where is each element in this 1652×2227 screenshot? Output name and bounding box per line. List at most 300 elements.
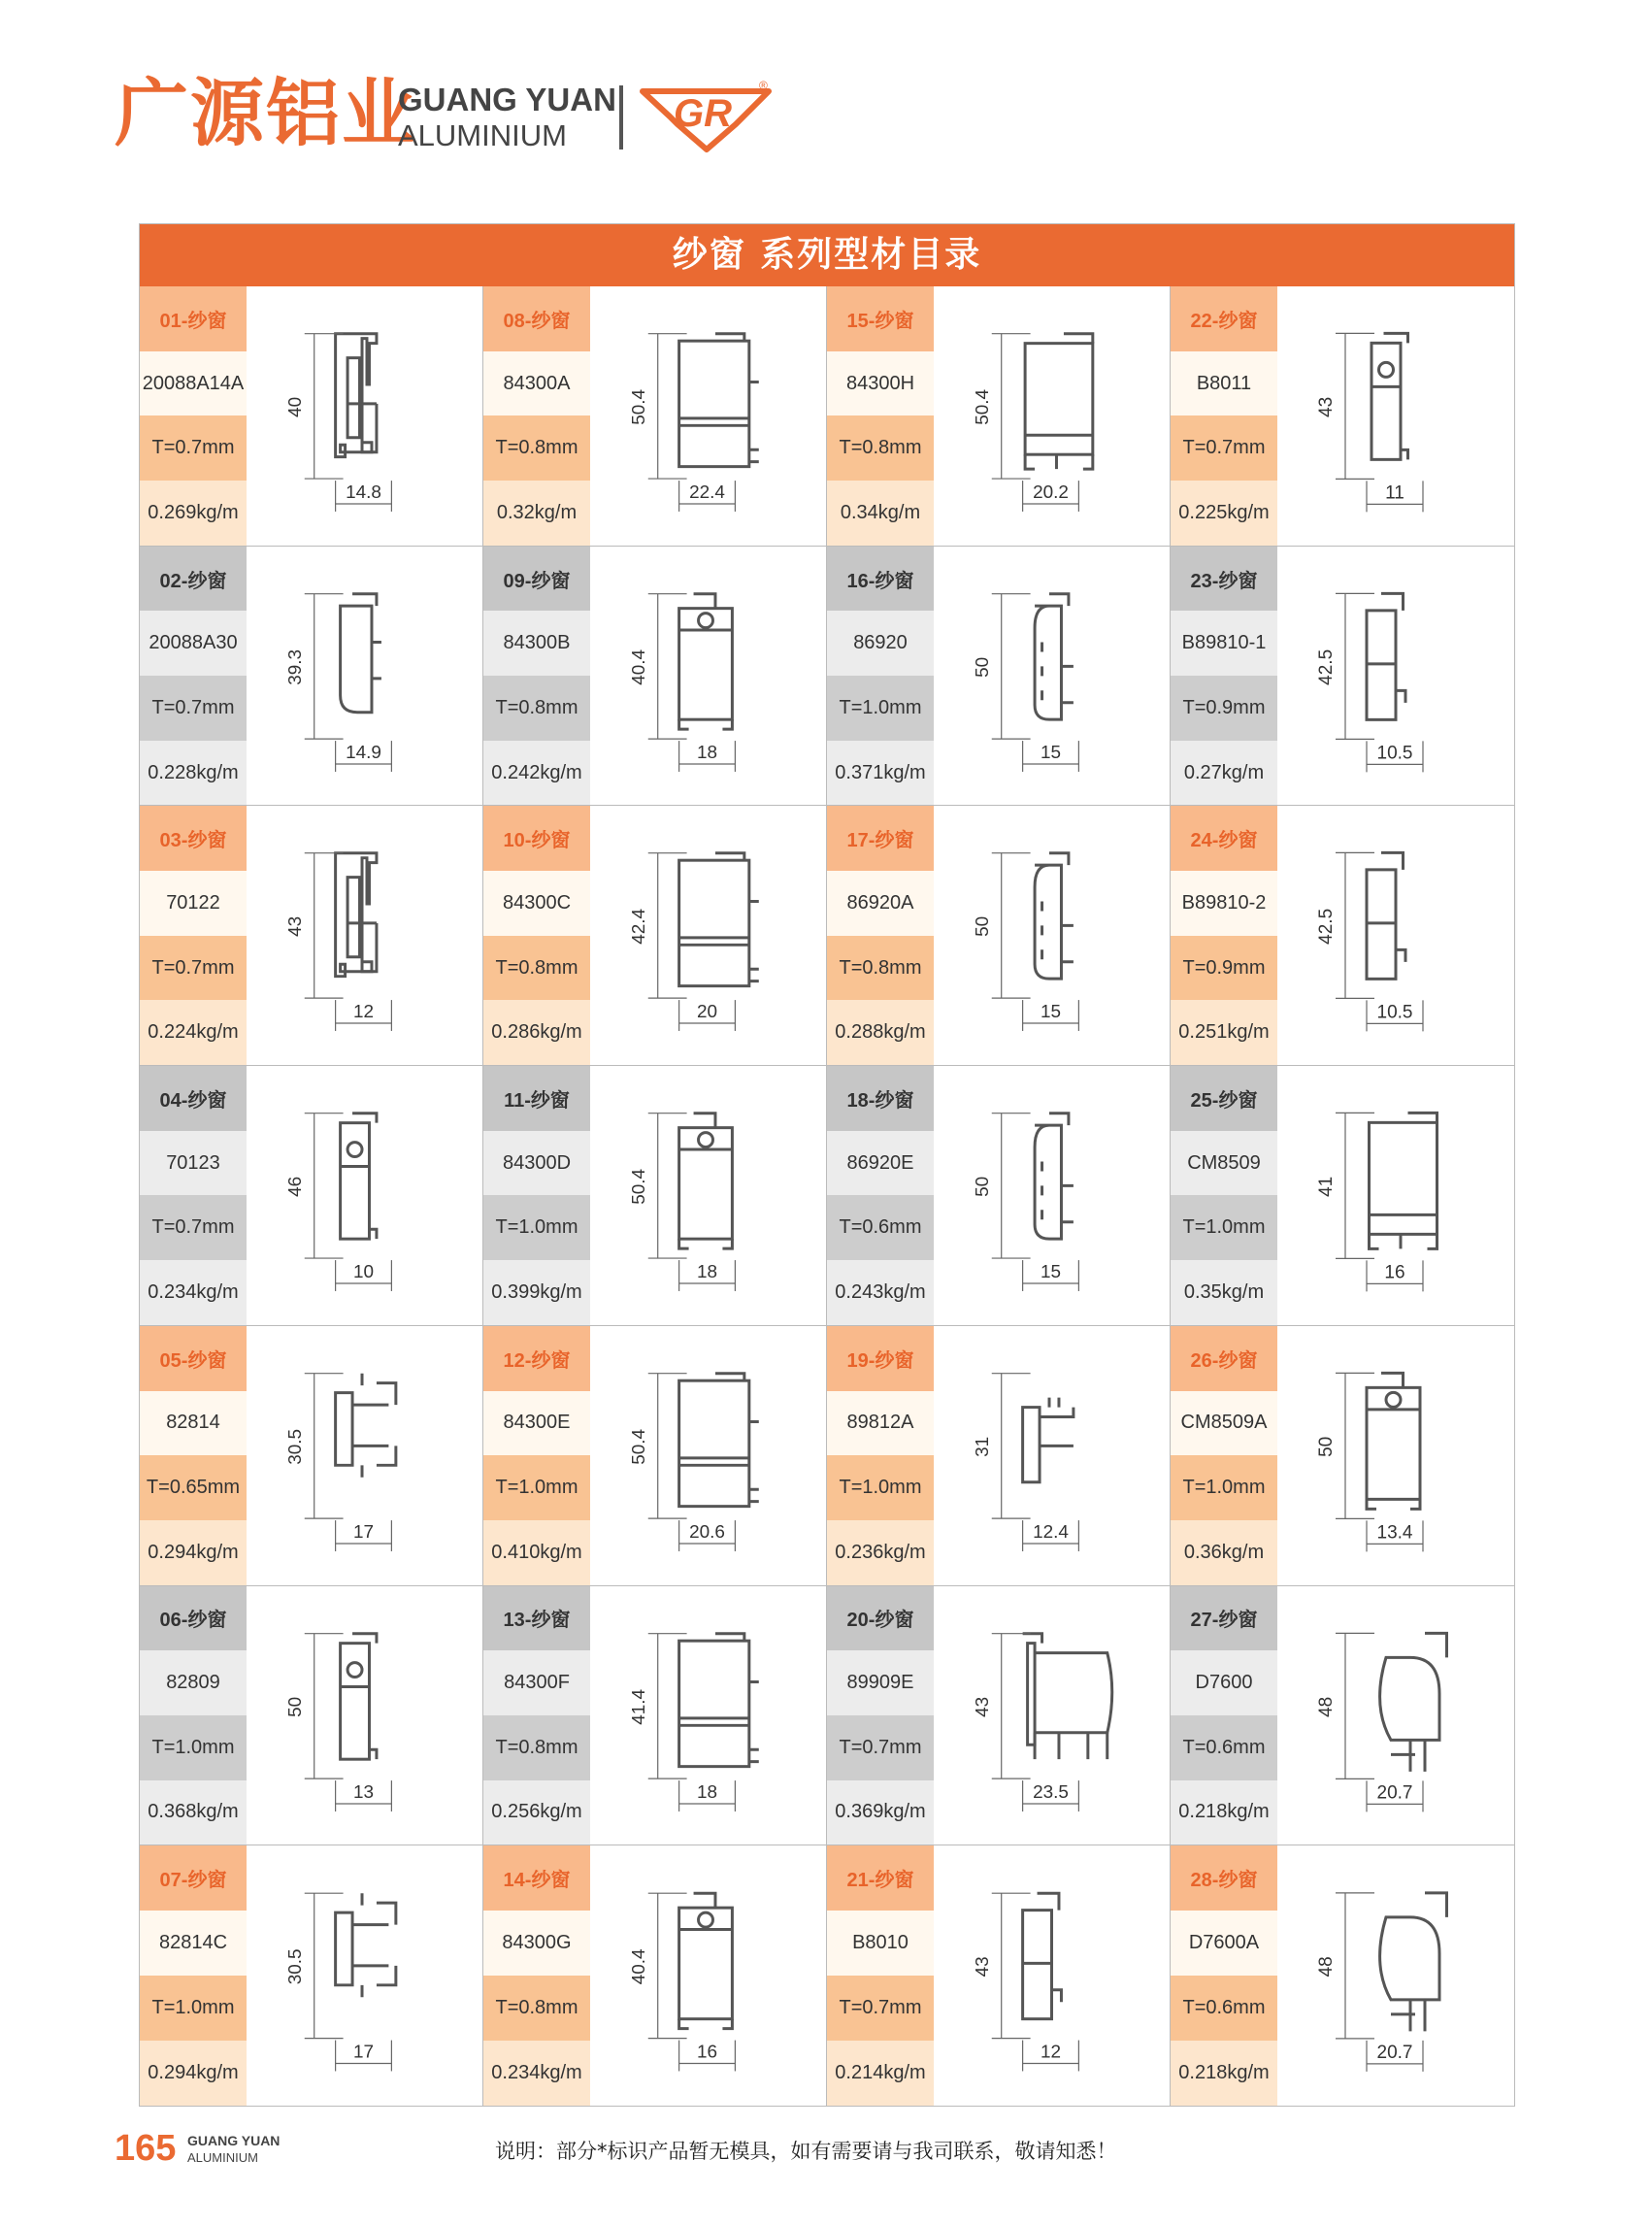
profile-shape: [679, 853, 759, 986]
profile-model: 82809: [140, 1650, 247, 1715]
profile-info: [827, 547, 934, 806]
profile-shape: [1380, 1893, 1447, 2032]
catalog-cell: [1171, 1845, 1514, 2106]
width-dimension: 15: [1040, 742, 1062, 763]
profile-number: 21-纱窗: [827, 1845, 934, 1911]
profile-thickness: T=0.8mm: [827, 936, 934, 1001]
height-dimension: 40.4: [628, 648, 649, 685]
profile-info: [483, 1845, 590, 2106]
profile-thickness: T=0.8mm: [483, 1976, 590, 2041]
catalog-cell: [140, 1066, 483, 1326]
profile-thickness: T=0.7mm: [140, 1195, 247, 1260]
height-dimension: 50: [284, 1696, 306, 1717]
profile-model: 84300F: [483, 1650, 590, 1715]
profile-thickness: T=1.0mm: [827, 676, 934, 741]
profile-shape: [679, 1374, 759, 1507]
dimension-lines: [1336, 1113, 1423, 1291]
profile-weight: 0.399kg/m: [483, 1260, 590, 1325]
height-dimension: 40: [284, 396, 306, 417]
profile-shape: [1023, 1893, 1062, 2018]
profile-drawing: [1277, 1326, 1514, 1585]
profile-drawing: [934, 547, 1170, 806]
height-dimension: 41: [1316, 1176, 1337, 1198]
profile-thickness: T=0.7mm: [827, 1976, 934, 2041]
dimension-lines: [305, 1374, 392, 1551]
profile-shape: [1023, 1397, 1074, 1481]
profile-info: [827, 1066, 934, 1325]
profile-weight: 0.371kg/m: [827, 741, 934, 806]
profile-number: 07-纱窗: [140, 1845, 247, 1911]
svg-text:GR: GR: [674, 92, 732, 135]
width-dimension: 20.2: [1033, 482, 1069, 504]
profile-number: 14-纱窗: [483, 1845, 590, 1911]
profile-weight: 0.35kg/m: [1171, 1260, 1277, 1325]
width-dimension: 18: [696, 1781, 718, 1803]
width-dimension: 12: [352, 1002, 375, 1023]
profile-weight: 0.225kg/m: [1171, 481, 1277, 546]
catalog-cell: [483, 1326, 827, 1586]
catalog-cell: [483, 1845, 827, 2106]
profile-info: [483, 286, 590, 546]
height-dimension: 42.5: [1316, 909, 1337, 946]
catalog-cell: [140, 806, 483, 1066]
profile-number: 03-纱窗: [140, 806, 247, 871]
profile-number: 26-纱窗: [1171, 1326, 1277, 1391]
profile-info: [140, 547, 247, 806]
profile-info: [1171, 806, 1277, 1065]
profile-number: 22-纱窗: [1171, 286, 1277, 351]
profile-number: 28-纱窗: [1171, 1845, 1277, 1911]
profile-drawing: [934, 806, 1170, 1065]
profile-thickness: T=1.0mm: [827, 1455, 934, 1520]
height-dimension: 41.4: [628, 1688, 649, 1725]
gr-logo-icon: [639, 74, 775, 161]
height-dimension: 50.4: [628, 1428, 649, 1465]
profile-shape: [341, 1114, 377, 1239]
profile-shape: [1035, 853, 1074, 979]
profile-weight: 0.214kg/m: [827, 2041, 934, 2106]
width-dimension: 18: [696, 1262, 718, 1283]
profile-info: [140, 1066, 247, 1325]
profile-model: 89909E: [827, 1650, 934, 1715]
dimension-lines: [648, 1114, 736, 1291]
height-dimension: 43: [972, 1696, 993, 1717]
footer-note: 说明：部分*标识产品暂无模具，如有需要请与我司联系，敬请知悉！: [495, 2140, 1117, 2163]
profile-thickness: T=1.0mm: [140, 1976, 247, 2041]
profile-shape: [679, 1893, 733, 2028]
profile-model: 84300E: [483, 1391, 590, 1456]
profile-number: 10-纱窗: [483, 806, 590, 871]
profile-thickness: T=0.8mm: [827, 415, 934, 481]
catalog-cell: [140, 1845, 483, 2106]
profile-number: 27-纱窗: [1171, 1586, 1277, 1651]
height-dimension: 31: [972, 1436, 993, 1457]
brand-name-cn: 广源铝业: [115, 70, 417, 156]
height-dimension: 48: [1316, 1956, 1337, 1978]
height-dimension: 42.5: [1316, 648, 1337, 685]
catalog-cell: [140, 1586, 483, 1846]
profile-info: [1171, 1845, 1277, 2106]
profile-drawing: [590, 547, 826, 806]
profile-model: 82814: [140, 1391, 247, 1456]
profile-number: 11-纱窗: [483, 1066, 590, 1131]
profile-info: [1171, 1326, 1277, 1585]
catalog-grid: [140, 286, 1514, 2106]
profile-model: 70123: [140, 1131, 247, 1196]
catalog-cell: [140, 547, 483, 807]
height-dimension: 43: [284, 916, 306, 938]
profile-info: [827, 806, 934, 1065]
profile-number: 01-纱窗: [140, 286, 247, 351]
profile-number: 23-纱窗: [1171, 547, 1277, 612]
width-dimension: 11: [1385, 482, 1404, 504]
profile-model: B89810-2: [1171, 871, 1277, 936]
profile-drawing: [934, 1066, 1170, 1325]
width-dimension: 14.9: [346, 742, 381, 763]
profile-drawing: [1277, 286, 1514, 546]
profile-number: 09-纱窗: [483, 547, 590, 612]
catalog-cell: [483, 547, 827, 807]
profile-model: 20088A30: [140, 611, 247, 676]
profile-weight: 0.256kg/m: [483, 1780, 590, 1845]
profile-weight: 0.251kg/m: [1171, 1000, 1277, 1065]
profile-drawing: [934, 1845, 1170, 2106]
profile-weight: 0.224kg/m: [140, 1000, 247, 1065]
catalog-cell: [140, 1326, 483, 1586]
profile-model: 70122: [140, 871, 247, 936]
catalog-table: [139, 223, 1515, 2107]
profile-drawing: [1277, 1066, 1514, 1325]
profile-number: 08-纱窗: [483, 286, 590, 351]
profile-number: 25-纱窗: [1171, 1066, 1277, 1131]
profile-info: [140, 1586, 247, 1845]
width-dimension: 20.6: [689, 1521, 725, 1543]
profile-model: 82814C: [140, 1911, 247, 1976]
profile-number: 13-纱窗: [483, 1586, 590, 1651]
profile-model: 84300B: [483, 611, 590, 676]
width-dimension: 17: [352, 2042, 375, 2063]
dimension-lines: [992, 1893, 1079, 2071]
profile-drawing: [247, 286, 482, 546]
catalog-cell: [1171, 1586, 1514, 1846]
profile-drawing: [934, 1586, 1170, 1845]
height-dimension: 39.3: [284, 648, 306, 685]
height-dimension: 30.5: [284, 1948, 306, 1985]
height-dimension: 48: [1316, 1696, 1337, 1717]
profile-info: [140, 286, 247, 546]
profile-thickness: T=1.0mm: [1171, 1455, 1277, 1520]
profile-model: 89812A: [827, 1391, 934, 1456]
width-dimension: 20.7: [1376, 2043, 1413, 2064]
profile-drawing: [247, 806, 482, 1065]
profile-drawing: [1277, 806, 1514, 1065]
profile-thickness: T=0.8mm: [483, 415, 590, 481]
height-dimension: 50.4: [628, 388, 649, 425]
catalog-cell: [483, 1066, 827, 1326]
dimension-lines: [1336, 333, 1423, 512]
profile-shape: [679, 593, 733, 728]
width-dimension: 23.5: [1033, 1781, 1069, 1803]
profile-model: D7600: [1171, 1650, 1277, 1715]
profile-thickness: T=1.0mm: [483, 1455, 590, 1520]
profile-info: [1171, 1586, 1277, 1845]
profile-thickness: T=0.8mm: [483, 1715, 590, 1780]
height-dimension: 50: [1316, 1436, 1337, 1457]
width-dimension: 22.4: [689, 482, 725, 504]
dimension-lines: [648, 1893, 736, 2071]
profile-model: 20088A14A: [140, 351, 247, 416]
profile-shape: [1371, 333, 1408, 459]
catalog-cell: [827, 286, 1171, 547]
profile-drawing: [934, 1326, 1170, 1585]
profile-thickness: T=0.8mm: [483, 936, 590, 1001]
profile-info: [483, 1326, 590, 1585]
dimension-lines: [305, 1893, 392, 2071]
profile-thickness: T=0.9mm: [1171, 676, 1277, 741]
width-dimension: 13.4: [1376, 1522, 1413, 1544]
profile-info: [483, 1586, 590, 1845]
profile-info: [483, 1066, 590, 1325]
profile-weight: 0.410kg/m: [483, 1520, 590, 1585]
profile-shape: [1023, 1633, 1112, 1758]
profile-thickness: T=1.0mm: [483, 1195, 590, 1260]
catalog-cell: [140, 286, 483, 547]
profile-thickness: T=0.7mm: [140, 676, 247, 741]
catalog-cell: [827, 547, 1171, 807]
width-dimension: 17: [352, 1521, 375, 1543]
profile-weight: 0.236kg/m: [827, 1520, 934, 1585]
profile-weight: 0.242kg/m: [483, 741, 590, 806]
profile-shape: [336, 1893, 396, 1997]
profile-shape: [1367, 1373, 1420, 1509]
profile-thickness: T=0.7mm: [140, 936, 247, 1001]
profile-model: 86920E: [827, 1131, 934, 1196]
height-dimension: 50: [972, 1177, 993, 1198]
profile-thickness: T=0.6mm: [1171, 1715, 1277, 1780]
width-dimension: 18: [696, 742, 718, 763]
profile-drawing: [247, 1586, 482, 1845]
catalog-cell: [483, 286, 827, 547]
profile-weight: 0.368kg/m: [140, 1780, 247, 1845]
profile-weight: 0.234kg/m: [483, 2041, 590, 2106]
profile-model: 86920: [827, 611, 934, 676]
height-dimension: 46: [284, 1177, 306, 1198]
catalog-cell: [483, 806, 827, 1066]
width-dimension: 20: [696, 1002, 718, 1023]
profile-weight: 0.234kg/m: [140, 1260, 247, 1325]
profile-weight: 0.27kg/m: [1171, 741, 1277, 806]
profile-drawing: [247, 1845, 482, 2106]
height-dimension: 40.4: [628, 1948, 649, 1985]
profile-info: [483, 806, 590, 1065]
catalog-cell: [827, 1326, 1171, 1586]
profile-drawing: [590, 806, 826, 1065]
width-dimension: 20.7: [1376, 1781, 1413, 1803]
width-dimension: 10.5: [1376, 1002, 1413, 1023]
profile-weight: 0.34kg/m: [827, 481, 934, 546]
profile-weight: 0.286kg/m: [483, 1000, 590, 1065]
profile-info: [140, 1845, 247, 2106]
profile-number: 15-纱窗: [827, 286, 934, 351]
profile-number: 12-纱窗: [483, 1326, 590, 1391]
dimension-lines: [305, 1114, 392, 1291]
profile-drawing: [247, 1326, 482, 1585]
profile-model: 84300A: [483, 351, 590, 416]
width-dimension: 13: [352, 1781, 375, 1803]
profile-number: 17-纱窗: [827, 806, 934, 871]
profile-shape: [1380, 1633, 1447, 1772]
height-dimension: 50: [972, 656, 993, 678]
profile-shape: [1025, 334, 1093, 469]
profile-model: CM8509A: [1171, 1391, 1277, 1456]
profile-drawing: [934, 286, 1170, 546]
profile-model: 86920A: [827, 871, 934, 936]
profile-thickness: T=1.0mm: [1171, 1195, 1277, 1260]
width-dimension: 16: [696, 2042, 718, 2063]
profile-shape: [679, 1633, 759, 1766]
profile-shape: [341, 1633, 377, 1758]
profile-number: 02-纱窗: [140, 547, 247, 612]
catalog-cell: [1171, 806, 1514, 1066]
profile-info: [140, 806, 247, 1065]
catalog-cell: [827, 1066, 1171, 1326]
profile-thickness: T=0.7mm: [140, 415, 247, 481]
catalog-title: 纱窗 系列型材目录: [140, 224, 1514, 286]
profile-drawing: [1277, 1845, 1514, 2106]
catalog-cell: [827, 1586, 1171, 1846]
profile-drawing: [590, 1586, 826, 1845]
profile-thickness: T=0.6mm: [827, 1195, 934, 1260]
width-dimension: 12.4: [1033, 1521, 1069, 1543]
profile-weight: 0.218kg/m: [1171, 2041, 1277, 2106]
profile-info: [1171, 547, 1277, 806]
profile-model: CM8509: [1171, 1131, 1277, 1196]
profile-shape: [1367, 593, 1405, 719]
profile-model: 84300D: [483, 1131, 590, 1196]
height-dimension: 43: [972, 1956, 993, 1978]
profile-weight: 0.269kg/m: [140, 481, 247, 546]
footer-brand-line1: GUANG YUAN: [187, 2133, 281, 2148]
profile-model: B89810-1: [1171, 611, 1277, 676]
height-dimension: 50: [972, 916, 993, 938]
profile-model: 84300H: [827, 351, 934, 416]
profile-number: 04-纱窗: [140, 1066, 247, 1131]
profile-info: [827, 286, 934, 546]
height-dimension: 43: [1316, 396, 1337, 417]
profile-drawing: [1277, 1586, 1514, 1845]
profile-thickness: T=0.9mm: [1171, 936, 1277, 1001]
profile-thickness: T=0.8mm: [483, 676, 590, 741]
profile-info: [140, 1326, 247, 1585]
height-dimension: 30.5: [284, 1428, 306, 1465]
catalog-cell: [1171, 1326, 1514, 1586]
profile-shape: [1035, 1114, 1074, 1239]
dimension-lines: [305, 1633, 392, 1811]
profile-number: 24-纱窗: [1171, 806, 1277, 871]
catalog-cell: [827, 1845, 1171, 2106]
brand-name-en-line1: GUANG YUAN: [398, 82, 616, 117]
profile-shape: [336, 853, 377, 977]
catalog-cell: [1171, 1066, 1514, 1326]
catalog-cell: [1171, 547, 1514, 807]
profile-drawing: [590, 286, 826, 546]
profile-drawing: [247, 547, 482, 806]
profile-thickness: T=1.0mm: [140, 1715, 247, 1780]
profile-drawing: [1277, 547, 1514, 806]
profile-shape: [336, 1374, 396, 1478]
height-dimension: 42.4: [628, 909, 649, 946]
profile-thickness: T=0.65mm: [140, 1455, 247, 1520]
profile-info: [827, 1845, 934, 2106]
height-dimension: 50.4: [628, 1169, 649, 1205]
height-dimension: 50.4: [972, 388, 993, 425]
profile-shape: [1367, 853, 1405, 980]
profile-model: B8011: [1171, 351, 1277, 416]
profile-drawing: [590, 1326, 826, 1585]
profile-weight: 0.36kg/m: [1171, 1520, 1277, 1585]
width-dimension: 15: [1040, 1002, 1062, 1023]
profile-model: D7600A: [1171, 1911, 1277, 1976]
width-dimension: 12: [1040, 2042, 1062, 2063]
profile-weight: 0.369kg/m: [827, 1780, 934, 1845]
profile-weight: 0.243kg/m: [827, 1260, 934, 1325]
profile-model: 84300G: [483, 1911, 590, 1976]
width-dimension: 15: [1040, 1262, 1062, 1283]
dimension-lines: [648, 593, 736, 771]
profile-weight: 0.228kg/m: [140, 741, 247, 806]
profile-model: 84300C: [483, 871, 590, 936]
brand-name-en-line2: ALUMINIUM: [398, 118, 567, 152]
profile-thickness: T=0.6mm: [1171, 1976, 1277, 2041]
profile-info: [827, 1586, 934, 1845]
profile-number: 05-纱窗: [140, 1326, 247, 1391]
profile-weight: 0.294kg/m: [140, 1520, 247, 1585]
page-number: 165: [115, 2128, 177, 2169]
catalog-cell: [1171, 286, 1514, 547]
profile-thickness: T=0.7mm: [827, 1715, 934, 1780]
profile-thickness: T=0.7mm: [1171, 415, 1277, 481]
width-dimension: 10.5: [1376, 743, 1413, 764]
profile-info: [1171, 286, 1277, 546]
profile-info: [827, 1326, 934, 1585]
dimension-lines: [648, 1633, 736, 1811]
profile-drawing: [590, 1066, 826, 1325]
profile-info: [483, 547, 590, 806]
width-dimension: 14.8: [346, 482, 381, 504]
profile-shape: [1035, 593, 1074, 718]
header: [115, 70, 794, 157]
profile-drawing: [247, 1066, 482, 1325]
profile-number: 06-纱窗: [140, 1586, 247, 1651]
profile-shape: [679, 334, 759, 467]
catalog-cell: [827, 806, 1171, 1066]
profile-number: 18-纱窗: [827, 1066, 934, 1131]
profile-shape: [1370, 1113, 1437, 1248]
profile-weight: 0.32kg/m: [483, 481, 590, 546]
profile-shape: [336, 334, 377, 457]
footer-brand-line2: ALUMINIUM: [187, 2150, 258, 2165]
width-dimension: 10: [352, 1262, 375, 1283]
profile-info: [1171, 1066, 1277, 1325]
brand-divider: [619, 85, 623, 150]
profile-number: 16-纱窗: [827, 547, 934, 612]
profile-weight: 0.218kg/m: [1171, 1780, 1277, 1845]
registered-mark: ®: [759, 79, 768, 92]
profile-model: B8010: [827, 1911, 934, 1976]
profile-drawing: [590, 1845, 826, 2106]
profile-weight: 0.294kg/m: [140, 2041, 247, 2106]
profile-number: 19-纱窗: [827, 1326, 934, 1391]
